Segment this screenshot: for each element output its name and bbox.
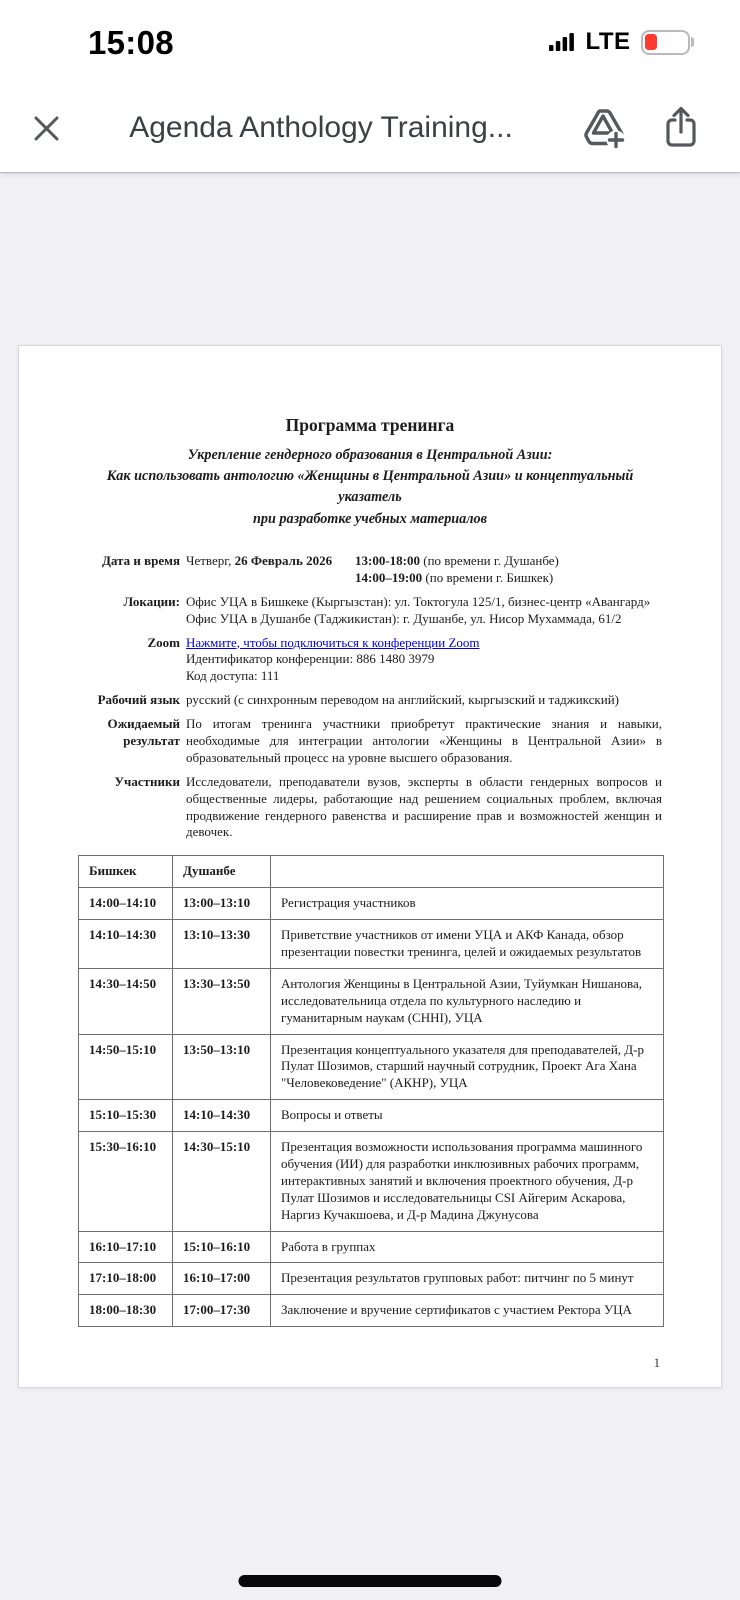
field-value-language: русский (с синхронным переводом на английский, кыргызский и таджикский) <box>186 692 619 708</box>
bishkek-time: 14:30–14:50 <box>79 968 173 1034</box>
battery-cap <box>691 37 694 47</box>
session-description: Вопросы и ответы <box>271 1100 664 1132</box>
dushanbe-time: 16:10–17:00 <box>173 1263 271 1295</box>
add-to-drive-button[interactable] <box>580 107 626 149</box>
field-label-zoom: Zoom <box>147 634 180 650</box>
status-time: 15:08 <box>88 24 174 61</box>
location-bishkek: Офис УЦА в Бишкеке (Кыргызстан): ул. Токтогула 125/1, бизнес-центр «Авангард» <box>186 593 651 609</box>
add-to-drive-icon <box>580 107 626 149</box>
close-icon <box>31 113 62 144</box>
agenda-row <box>79 1263 664 1295</box>
document-title: Agenda Anthology Training... <box>129 111 513 144</box>
session-description: Работа в группах <box>271 1231 664 1263</box>
agenda-row <box>79 968 664 1034</box>
field-value-zoom <box>186 635 662 686</box>
header-empty <box>271 856 664 888</box>
agenda-row <box>79 888 664 920</box>
dushanbe-time: 13:00–13:10 <box>173 888 271 920</box>
dushanbe-time: 13:30–13:50 <box>173 968 271 1034</box>
bishkek-time: 14:50–15:10 <box>79 1034 173 1100</box>
agenda-table <box>78 855 664 1327</box>
share-icon <box>664 106 698 150</box>
app-bar <box>0 97 740 159</box>
page-card <box>18 345 722 1388</box>
share-button[interactable] <box>664 106 698 150</box>
signal-strength-icon <box>549 33 575 51</box>
close-button[interactable] <box>31 113 62 144</box>
top-chrome <box>0 0 740 172</box>
bishkek-time: 15:10–15:30 <box>79 1100 173 1132</box>
field-value-locations <box>186 594 662 628</box>
time-dushanbe: 13:00-18:00 (по времени г. Душанбе) <box>355 552 559 568</box>
field-label-participants: Участники <box>114 773 180 789</box>
agenda-table-body <box>79 888 664 1327</box>
dushanbe-time: 17:00–17:30 <box>173 1295 271 1327</box>
session-description: Приветствие участников от имени УЦА и АКФ Канада, обзор презентации повестки тренинга, целей и ожидаемых результатов <box>271 920 664 969</box>
dushanbe-time: 13:10–13:30 <box>173 920 271 969</box>
document-page <box>19 346 721 1387</box>
time-values <box>355 553 559 587</box>
bishkek-time: 16:10–17:10 <box>79 1231 173 1263</box>
field-label-datetime: Дата и время <box>101 552 180 568</box>
info-fields <box>78 553 662 841</box>
zoom-meeting-link[interactable]: Нажмите, чтобы подключиться к конференции Zoom <box>186 634 480 650</box>
zoom-meeting-id: Идентификатор конференции: 886 1480 3979 <box>186 651 435 667</box>
bishkek-time: 14:10–14:30 <box>79 920 173 969</box>
bishkek-time: 18:00–18:30 <box>79 1295 173 1327</box>
doc-subtitle-line1: Укрепление гендерного образования в Центральной Азии: <box>187 446 553 463</box>
dushanbe-time: 14:30–15:10 <box>173 1132 271 1231</box>
doc-subtitle-line2: Как использовать антологию «Женщины в Центральной Азии» и концептуальный указатель <box>106 468 634 506</box>
dushanbe-time: 15:10–16:10 <box>173 1231 271 1263</box>
location-dushanbe: Офис УЦА в Душанбе (Таджикистан): г. Душанбе, ул. Нисор Мухаммада, 61/2 <box>186 610 622 626</box>
agenda-row <box>79 1034 664 1100</box>
field-label-locations: Локации: <box>123 593 180 609</box>
agenda-row <box>79 1231 664 1263</box>
agenda-row <box>79 920 664 969</box>
battery-body <box>641 30 690 55</box>
field-value-datetime <box>186 553 662 587</box>
session-description: Регистрация участников <box>271 888 664 920</box>
battery-level <box>645 34 657 50</box>
agenda-row <box>79 1295 664 1327</box>
field-value-participants: Исследователи, преподаватели вузов, эксперты в области гендерных вопросов и общественные лидеры, работающие над решением социальных проблем, включая продвижение гендерного равенства и расширение прав и возможностей женщин и девочек. <box>186 773 662 840</box>
session-description: Презентация возможности использования программа машинного обучения (ИИ) для разработки инклюзивных рабочих программ, интерактивных занятий и включения проектного обучения, Д-р Пулат Шозимов и исследовательницы CSI Айгерим Аскарова, Наргиз Кучакшоева, и Д-р Мадина Джунусова <box>271 1132 664 1231</box>
field-value-outcome: По итогам тренинга участники приобретут практические знания и навыки, необходимые для интеграции антологии «Женщины в Центральной Азии» в образовательный процесс на уровне высшего образования. <box>186 716 662 765</box>
session-description: Антология Женщины в Центральной Азии, Туйумкан Нишанова, исследовательница отдела по культурного наследию и гуманитарным наукам (CHHI), УЦА <box>271 968 664 1034</box>
field-label-outcome: Ожидаемый результат <box>107 716 180 748</box>
network-type-label: LTE <box>585 28 631 55</box>
zoom-passcode: Код доступа: 111 <box>186 668 280 684</box>
session-description: Презентация результатов групповых работ: питчинг по 5 минут <box>271 1263 664 1295</box>
bishkek-time: 15:30–16:10 <box>79 1132 173 1231</box>
bishkek-time: 14:00–14:10 <box>79 888 173 920</box>
field-label-language: Рабочий язык <box>97 692 180 708</box>
home-indicator[interactable] <box>239 1575 502 1587</box>
agenda-row <box>79 1100 664 1132</box>
battery-icon <box>641 30 695 55</box>
bishkek-time: 17:10–18:00 <box>79 1263 173 1295</box>
agenda-row <box>79 1132 664 1231</box>
doc-title: Программа тренинга <box>285 415 455 435</box>
doc-subtitle-line3: при разработке учебных материалов <box>252 510 487 527</box>
status-cluster <box>549 27 694 57</box>
dushanbe-time: 13:50–13:10 <box>173 1034 271 1100</box>
time-bishkek: 14:00–19:00 (по времени г. Бишкек) <box>355 569 554 585</box>
date-value: Четверг, 26 Февраль 2026 <box>186 552 333 568</box>
header-dushanbe: Душанбе <box>173 856 271 888</box>
page-number: 1 <box>653 1356 660 1371</box>
header-bishkek: Бишкек <box>79 856 173 888</box>
agenda-header-row <box>79 856 664 888</box>
dushanbe-time: 14:10–14:30 <box>173 1100 271 1132</box>
session-description: Заключение и вручение сертификатов с участием Ректора УЦА <box>271 1295 664 1327</box>
session-description: Презентация концептуального указателя для преподавателей, Д-р Пулат Шозимов, старший научный сотрудник, Проект Ага Хана "Человековедение" (АКНР), УЦА <box>271 1034 664 1100</box>
